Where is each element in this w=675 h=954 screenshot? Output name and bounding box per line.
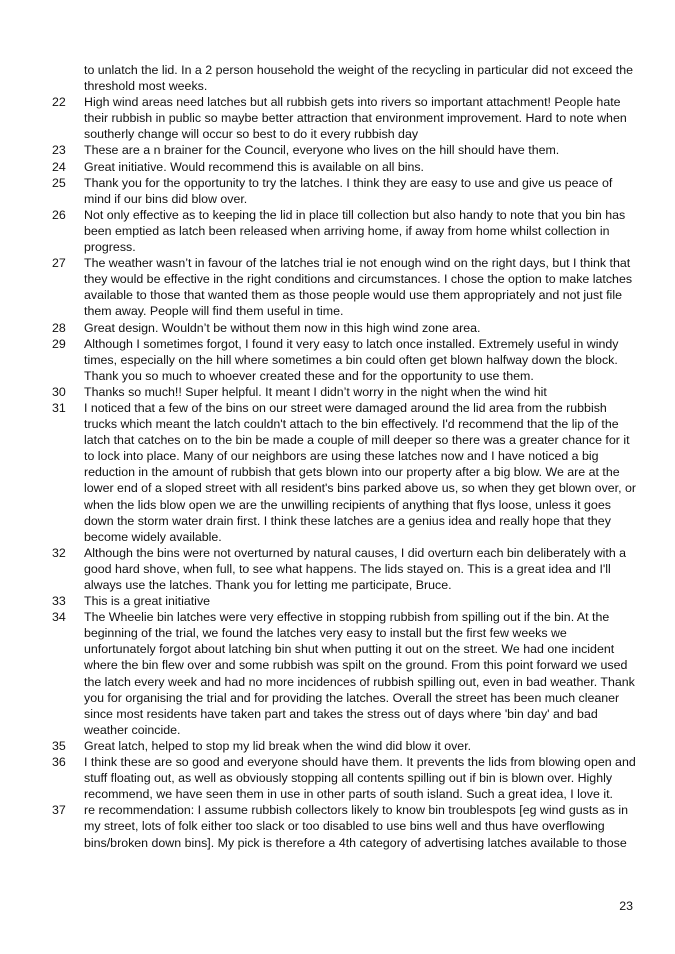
comment-list xyxy=(0,94,675,850)
comment-number: 31 xyxy=(52,400,66,415)
continuation-text: to unlatch the lid. In a 2 person household the weight of the recycling in particular did not exceed the threshold most weeks. xyxy=(84,63,633,94)
comment-entry xyxy=(0,738,675,754)
comment-text: Thank you for the opportunity to try the latches. I think they are easy to use and give us peace of mind if our bins did blow over. xyxy=(84,175,613,206)
comment-text: I think these are so good and everyone should have them. It prevents the lids from blowing open and stuff floating out, as well as obviously stopping all contents spilling out if bin is blown over. Highly recommend, we have seen them in use in other parts of south island. Such a great idea, I love it. xyxy=(84,755,636,802)
comment-number: 23 xyxy=(52,143,66,158)
comment-text: Not only effective as to keeping the lid in place till collection but also handy to note that you bin has been emptied as latch been released when arriving home, if away from home whilst collection in progress. xyxy=(84,207,626,255)
comment-entry xyxy=(0,255,675,319)
comment-entry xyxy=(0,545,675,593)
comment-number: 27 xyxy=(52,256,66,271)
comment-number: 29 xyxy=(52,336,66,351)
comment-text: re recommendation: I assume rubbish collectors likely to know bin troublespots [eg wind gusts as in my street, lots of folk either too slack or too disabled to use bins well and thus have overflowing bins/broken down bins]. My pick is therefore a 4th category of advertising latches available to those xyxy=(84,803,629,850)
comment-entry xyxy=(0,159,675,175)
comment-text: This is a great initiative xyxy=(84,594,211,609)
comment-number: 25 xyxy=(52,175,66,190)
comment-entry xyxy=(0,593,675,609)
comment-entry xyxy=(0,142,675,158)
comment-number: 35 xyxy=(52,738,66,753)
comment-number: 34 xyxy=(52,610,66,625)
comment-text: These are a n brainer for the Council, everyone who lives on the hill should have them. xyxy=(84,143,560,158)
comment-entry xyxy=(0,754,675,802)
comment-number: 36 xyxy=(52,755,66,770)
comment-text: Although I sometimes forgot, I found it very easy to latch once installed. Extremely useful in windy times, especially on the hill where sometimes a bin could often get blown halfway down the block. Thank you so much to whoever created these and for the opportunity to use them. xyxy=(84,336,619,383)
comment-entry xyxy=(0,94,675,142)
comment-text: I noticed that a few of the bins on our street were damaged around the lid area from the rubbish trucks which meant the latch couldn't attach to the bin effectively. I'd recommend that the lip of the latch that catches on to the bin be made a couple of mill deeper so there was a greater chance for it to lock into place. Many of our neighbors are using these latches now and I have noticed a big reduction in the amount of rubbish that gets blown into our property after a big blow. We are at the lower end of a sloped street with all resident's bins parked above us, so when they get blown over, or when the lids blow open we are the unwilling recipients of anything that flys loose, unless it goes down the storm water drain first. I think these latches are a genius idea and really hope that they become widely available. xyxy=(84,400,637,544)
comment-text: The Wheelie bin latches were very effective in stopping rubbish from spilling out if the bin. At the beginning of the trial, we found the latches very easy to install but the first few weeks we unfortunately forgot about latching bin shut when putting it out on the street. We had one incident where the bin flew over and some rubbish was spilt on the ground. From this point forward we used the latch every week and had no more incidences of rubbish spilling out, even in bad weather. Thank you for organising the trial and for providing the latches. Overall the street has been much cleaner since most residents have taken part and takes the stress out of days where 'bin day' and bad weather coincide. xyxy=(84,610,635,737)
comment-number: 32 xyxy=(52,545,66,560)
comment-text: The weather wasn’t in favour of the latches trial ie not enough wind on the right days, but I think that they would be effective in the right conditions and circumstances. I chose the option to make latches available to those that wanted them as those people would use them appropriately and not just file them away. People will find them useful in time. xyxy=(84,256,633,319)
page-number: 23 xyxy=(619,899,633,913)
comment-number: 24 xyxy=(52,159,66,174)
comment-entry xyxy=(0,400,675,545)
comment-entry xyxy=(0,609,675,738)
comment-text: Thanks so much!! Super helpful. It meant I didn’t worry in the night when the wind hit xyxy=(84,384,547,399)
comment-entry xyxy=(0,384,675,400)
comment-text: Although the bins were not overturned by natural causes, I did overturn each bin deliberately with a good hard shove, when full, to see what happens. The lids stayed on. This is a great idea and I'll always use the latches. Thank you for letting me participate, Bruce. xyxy=(84,545,627,592)
comment-entry xyxy=(0,320,675,336)
comment-text: Great initiative. Would recommend this is available on all bins. xyxy=(84,159,424,174)
comment-number: 26 xyxy=(52,207,66,222)
comment-entry xyxy=(0,336,675,384)
comment-number: 22 xyxy=(52,95,66,110)
comment-text: Great design. Wouldn’t be without them now in this high wind zone area. xyxy=(84,320,481,335)
comment-text: Great latch, helped to stop my lid break when the wind did blow it over. xyxy=(84,738,472,753)
comment-entry xyxy=(0,802,675,850)
comment-entry xyxy=(0,175,675,207)
comment-number: 28 xyxy=(52,320,66,335)
comment-text: High wind areas need latches but all rubbish gets into rivers so important attachment! People hate their rubbish in public so maybe better attraction that environment improvement. Hard to note when southerly change will occur so best to do it every rubbish day xyxy=(84,95,627,142)
comment-number: 33 xyxy=(52,594,66,609)
comment-number: 37 xyxy=(52,803,66,818)
continuation-paragraph xyxy=(0,62,675,94)
comment-number: 30 xyxy=(52,384,66,399)
comment-entry xyxy=(0,207,675,255)
